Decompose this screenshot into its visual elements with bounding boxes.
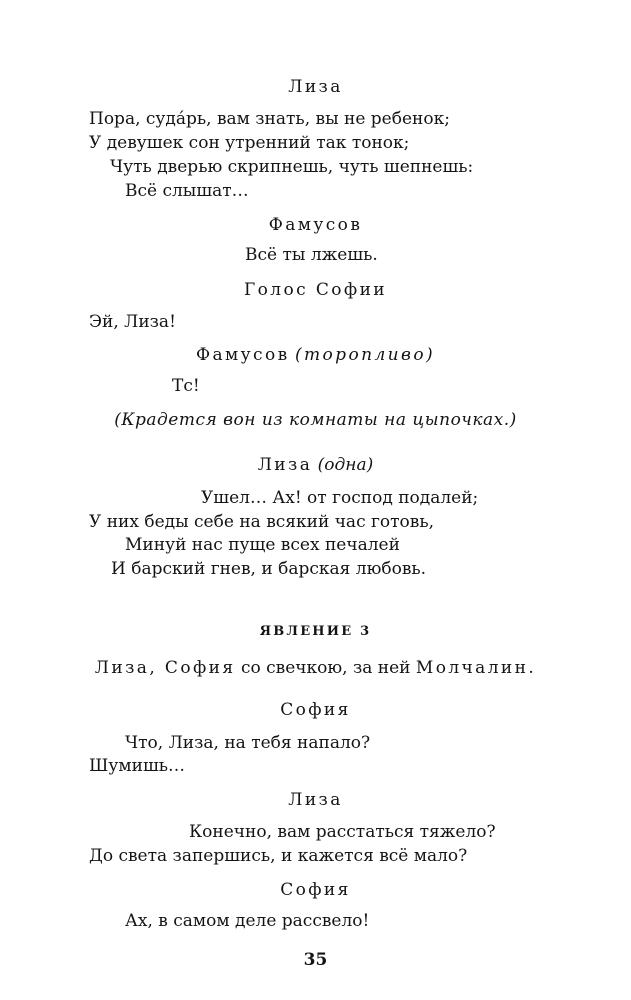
verse-line: У девушек сон утренний так тонок; xyxy=(89,133,410,153)
verse-line: Ах, в самом деле рассвело! xyxy=(125,911,370,931)
cast-line xyxy=(0,658,631,678)
verse-line: У них беды себе на всякий час готовь, xyxy=(89,512,435,532)
verse-line: Минуй нас пуще всех печалей xyxy=(125,535,400,555)
cast-action: со свечкою, за ней xyxy=(235,658,416,678)
verse-line: Шумишь… xyxy=(89,756,186,776)
verse-line: До света запершись, и кажется всё мало? xyxy=(89,846,468,866)
verse-line: Всё ты лжешь. xyxy=(245,245,378,265)
speaker-liza: Лиза xyxy=(288,77,343,97)
scene-heading: ЯВЛЕНИЕ 3 xyxy=(259,624,372,639)
verse-line: Всё слышат… xyxy=(125,181,249,201)
speaker-note: (торопливо) xyxy=(295,345,435,365)
speaker-note: (одна) xyxy=(317,455,374,475)
speaker-famusov-with-note xyxy=(0,345,631,365)
speaker-name: Лиза xyxy=(257,455,313,475)
speaker-golos-sofii: Голос Софии xyxy=(243,280,388,300)
verse-line: Конечно, вам расстаться тяжело? xyxy=(189,822,496,842)
verse-line: И барский гнев, и барская любовь. xyxy=(111,559,427,579)
page-number: 35 xyxy=(303,950,328,970)
verse-line: Эй, Лиза! xyxy=(89,312,176,332)
speaker-liza-with-note xyxy=(0,455,631,475)
verse-line: Тс! xyxy=(172,376,200,396)
speaker-name: Фамусов xyxy=(195,345,290,365)
cast-names: Лиза, София xyxy=(94,658,236,678)
cast-names: Молчалин. xyxy=(415,658,537,678)
verse-line: Чуть дверью скрипнешь, чуть шепнешь: xyxy=(110,157,474,177)
verse-line: Ушел… Ах! от господ подалей; xyxy=(201,488,479,508)
speaker-famusov: Фамусов xyxy=(268,215,363,235)
stage-direction: (Крадется вон из комнаты на цыпочках.) xyxy=(114,410,517,430)
speaker-sofia: София xyxy=(280,880,351,900)
verse-line: Что, Лиза, на тебя напало? xyxy=(125,733,371,753)
speaker-sofia: София xyxy=(280,700,351,720)
verse-line: Пора, суда́рь, вам знать, вы не ребенок; xyxy=(89,109,450,129)
speaker-liza: Лиза xyxy=(288,790,343,810)
